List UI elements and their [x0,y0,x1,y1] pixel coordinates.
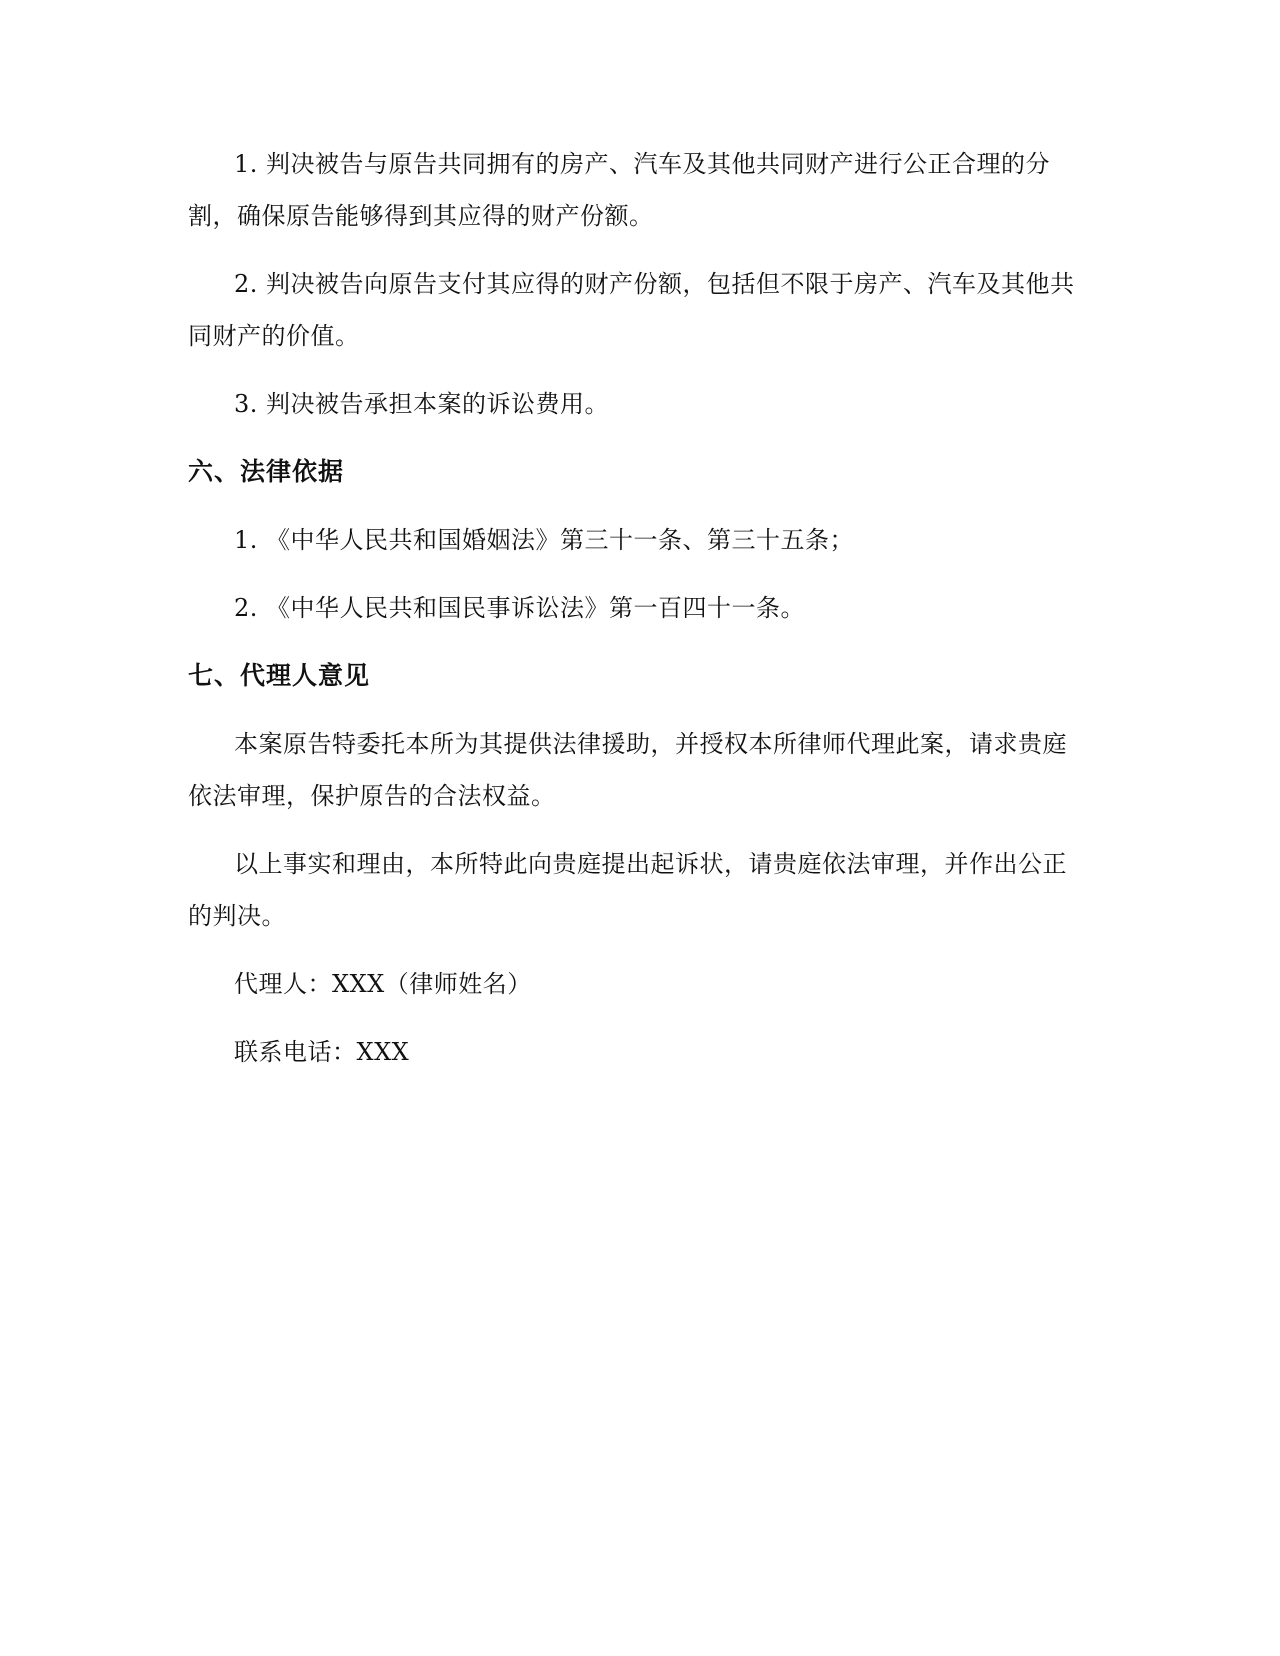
claim-item-1: 1. 判决被告与原告共同拥有的房产、汽车及其他共同财产进行公正合理的分割，确保原告能够得到其应得的财产份额。 [188,150,1051,230]
document-page [188,138,1088,1094]
claim-item-3: 3. 判决被告承担本案的诉讼费用。 [234,390,610,418]
agent-opinion-paragraph-2: 以上事实和理由，本所特此向贵庭提出起诉状，请贵庭依法审理，并作出公正的判决。 [188,850,1067,930]
section-heading-agent-opinion: 七、代理人意见 [188,661,371,690]
legal-basis-item-1: 1. 《中华人民共和国婚姻法》第三十一条、第三十五条； [234,526,855,554]
agent-opinion-paragraph-1: 本案原告特委托本所为其提供法律援助，并授权本所律师代理此案，请求贵庭依法审理，保护原告的合法权益。 [188,730,1067,810]
agent-name-line: 代理人：XXX（律师姓名） [234,970,532,998]
agent-phone-line: 联系电话：XXX [234,1038,410,1066]
legal-basis-item-2: 2. 《中华人民共和国民事诉讼法》第一百四十一条。 [234,594,806,622]
claim-item-2: 2. 判决被告向原告支付其应得的财产份额，包括但不限于房产、汽车及其他共同财产的价值。 [188,270,1075,350]
section-heading-legal-basis: 六、法律依据 [188,457,345,486]
